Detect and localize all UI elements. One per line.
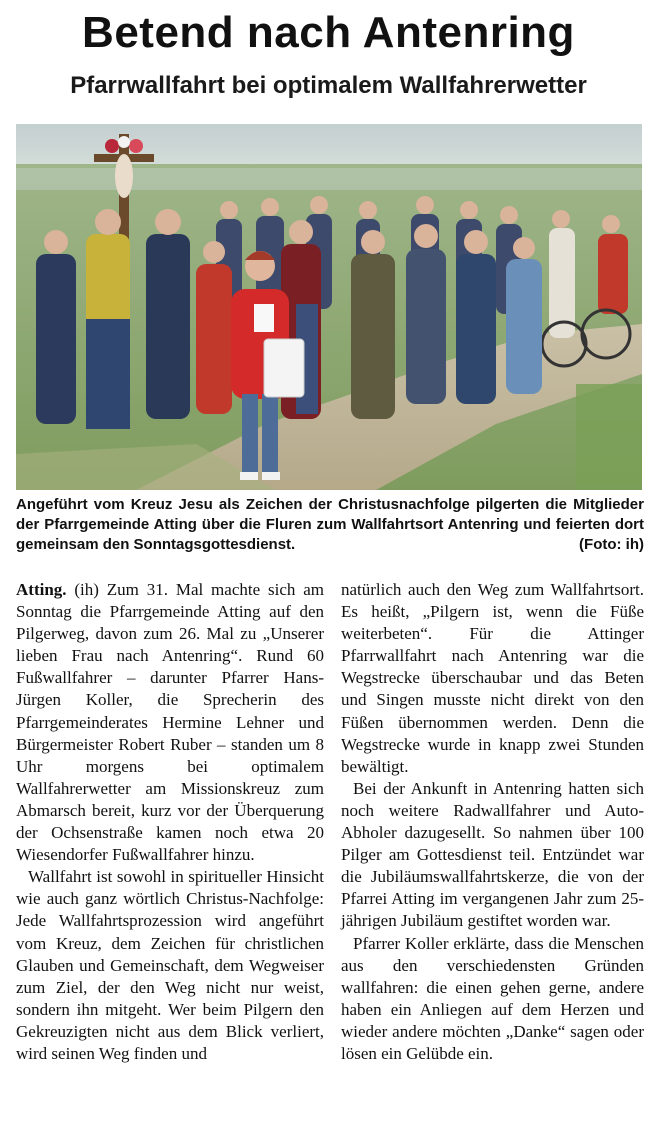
caption-text: Angeführt vom Kreuz Jesu als Zeichen der Christusnachfolge pilgerten die Mitglieder der Pfarrgemeinde Atting über die Fluren zum Wallfahrtsort Antenring und feierten dort gemeinsam den Sonntagsgottesdienst. xyxy=(16,496,644,553)
headline: Betend nach Antenring xyxy=(82,8,575,57)
article-column-left xyxy=(16,579,324,1065)
photo-caption xyxy=(16,495,644,555)
pilgrimage-procession-image xyxy=(16,124,642,490)
article-photo xyxy=(16,124,642,490)
photo-credit: (Foto: ih) xyxy=(579,536,644,553)
subheadline: Pfarrwallfahrt bei optimalem Wallfahrerwetter xyxy=(70,72,587,99)
paragraph-3: natürlich auch den Weg zum Wallfahrtsort. Es heißt, „Pilgern ist, wenn die Füße weiterbeten“. Für die Attinger Pfarrwallfahrt nach Antenring war die Wegstrecke überschaubar und das Beten und Singen musste nicht direkt von den Füßen übernommen werden. Denn die Wegstrecke wurde in knapp zwei Stunden bewältigt. xyxy=(341,580,644,776)
paragraph-1-text: (ih) Zum 31. Mal machte sich am Sonntag die Pfarrgemeinde Atting auf den Pilgerweg, davon zum 26. Mal zu „Unserer lieben Frau nach Antenring“. Rund 60 Fußwallfahrer – darunter Pfarrer Hans-Jürgen Koller, die Sprecherin des Pfarrgemeinderates Hermine Lehner und Bürgermeister Robert Ruber – standen um 8 Uhr morgens bei optimalem Wallfahrerwetter am Missionskreuz zum Abmarsch bereit, kurz vor der Überquerung der Ochsenstraße kamen noch etwa 20 Wiesendorfer Fußwallfahrer hinzu. xyxy=(16,580,324,865)
dateline: Atting. xyxy=(16,580,67,599)
paragraph-4: Bei der Ankunft in Antenring hatten sich noch weitere Radwallfahrer und Auto-Abholer dazugesellt. So nahmen über 100 Pilger am Gottesdienst teil. Entzündet war die Jubiläumswallfahrtskerze, die von der Pfarrei Atting im vergangenen Jahr zum 25-jährigen Jubiläum gestiftet worden war. xyxy=(341,778,644,931)
article-column-right xyxy=(341,579,644,1065)
paragraph-2: Wallfahrt ist sowohl in spiritueller Hinsicht wie auch ganz wörtlich Christus-Nachfolge: Jede Wallfahrtsprozession wird angeführt vom Kreuz, dem Zeichen für christlichen Glauben und Gemeinschaft, dem Wegweiser zum Ziel, der den Weg nicht nur weist, sondern ihn mitgeht. Wer beim Pilgern den Gekreuzigten nicht aus dem Blick verliert, wird seinen Weg finden und xyxy=(16,867,324,1063)
paragraph-5: Pfarrer Koller erklärte, dass die Menschen aus den verschiedensten Gründen wallfahren: die einen gehen gerne, andere haben ein Anliegen auf dem Herzen und wieder andere möchten „Danke“ sagen oder lösen ein Gelübde ein. xyxy=(341,933,644,1063)
paragraph-1 xyxy=(16,579,324,866)
